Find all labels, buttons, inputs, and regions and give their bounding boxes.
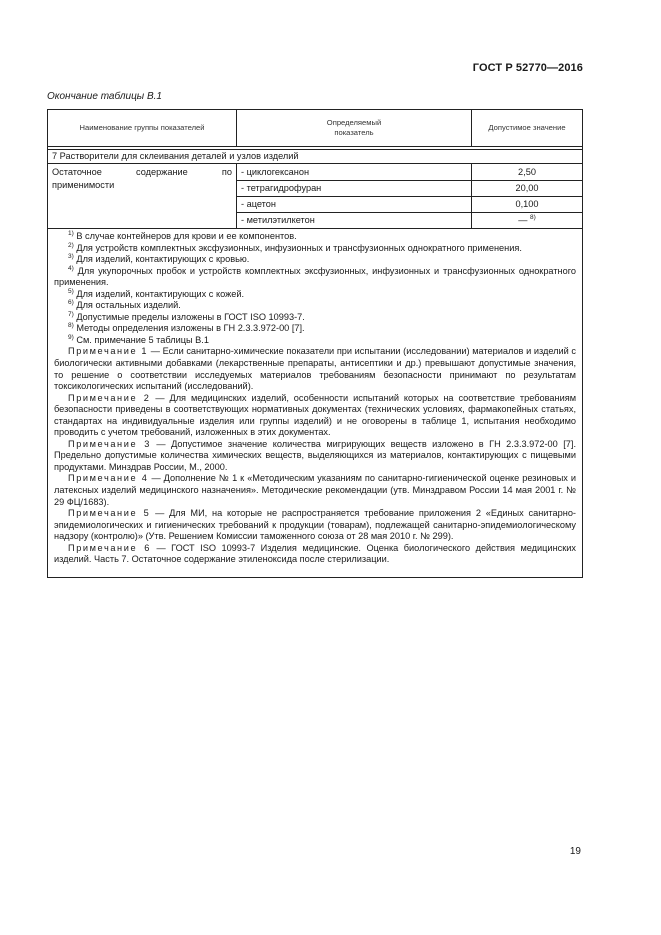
footnote-text: В случае контейнеров для крови и ее компонентов. [76,231,297,241]
footnote [54,266,576,289]
note-text: — Для МИ, на которые не распространяется требование приложения 2 «Единых санитарно-эпидемиологических и гигиенических требований к продукции (товарам), подлежащей санитарно-эпидемиологическому надзору (контролю)» (Утв. Решением Комиссии таможенного союза от 28 мая 2010 г. № 299). [54,508,576,542]
footnote-mark: 5) [68,287,74,295]
footnote-text: Для укупорочных пробок и устройств комплектных эксфузионных, инфузионных и трансфузионных однократного применения. [54,265,576,288]
note [54,473,576,508]
table-notes [54,231,576,566]
indicator-cell: - ацетон [241,199,276,209]
table-caption: Окончание таблицы В.1 [47,91,162,102]
page-number: 19 [569,846,581,857]
footnote-mark: 3) [68,253,74,261]
indicator-cell: - метилэтилкетон [241,215,315,225]
footnote-text: Для изделий, контактирующих с кожей. [76,288,245,299]
note-label: Примечание 1 [68,346,149,357]
footnote-mark: 1) [68,229,74,237]
footnote-text: Для остальных изделий. [76,300,181,311]
table-rule [236,196,582,197]
indicator-cell: - тетрагидрофуран [241,183,322,193]
footnote-text: Для устройств комплектных эксфузионных, инфузионных и трансфузионных однократного применения. [76,242,522,253]
note-label: Примечание 5 [68,508,151,519]
table-rule [236,212,582,213]
value-cell [471,214,583,227]
footnote-text: Допустимые пределы изложены в ГОСТ ISO 10993-7. [76,311,305,322]
footnote-ref: 8) [529,213,536,221]
note-label: Примечание 4 [68,473,149,484]
footnote-text: Для изделий, контактирующих с кровью. [76,254,250,265]
note-label: Примечание 2 [68,392,151,403]
column-header-value: Допустимое значение [488,123,566,132]
table-rule [48,146,582,147]
footnote [54,335,576,347]
footnote [54,300,576,312]
footnote-mark: 4) [68,264,74,272]
footnote-mark: 6) [68,299,74,307]
note [54,543,576,566]
note [54,508,576,543]
footnote-mark: 9) [68,333,74,341]
note-text: — Если санитарно-химические показатели при испытании (исследовании) материалов и изделий с биологически активными добавками (лекарственные препараты, антисептики и др.) превышают допустимые значения, то решение о соответствии исследуемых материалов требованиям безопасности принимают по результатам токсикологических испытаний (исследований). [54,346,576,392]
footnote [54,312,576,324]
footnote-mark: 2) [68,241,74,249]
value-dash: — [518,215,528,225]
table-rule [236,110,237,146]
table-frame [47,109,583,578]
note [54,346,576,392]
note [54,393,576,439]
column-header-group: Наименование группы показателей [79,123,205,132]
note [54,439,576,474]
document-header: ГОСТ Р 52770—2016 [472,62,583,74]
value-cell: 0,100 [515,199,539,209]
footnote [54,243,576,255]
note-label: Примечание 3 [68,438,151,449]
note-text: — Для медицинских изделий, особенности испытаний которых на соответствие требованиям безопасности приведены в соответствующих нормативных документах (технических условиях, фармакопейных статьях, стандартах на индивидуальные изделия или группы изделий) и не оговорены в таблице 1, испытания необходимо проводить с учетом требований, изложенных в этих документах. [54,392,577,438]
footnote [54,289,576,301]
footnote [54,254,576,266]
footnote-text: См. примечание 5 таблицы В.1 [76,334,209,345]
note-text: — Допустимое значение количества мигрирующих веществ изложено в ГН 2.3.3.972-00 [7]. Предельно допустимые количества химических веществ, выделяющихся из материалов, контактирующих с пищевыми продуктами. Минздрав России, М., 2000. [54,438,576,472]
table-section-title: 7 Растворители для склеивания деталей и узлов изделий [52,151,299,161]
table-rule [48,163,582,164]
table-rule [48,228,582,229]
footnote-mark: 8) [68,322,74,330]
value-cell: 20,00 [515,183,539,193]
footnote-text: Методы определения изложены в ГН 2.3.3.972-00 [7]. [76,323,305,334]
note-text: — Дополнение № 1 к «Методическим указаниям по санитарно-гигиенической оценке резиновых и латексных изделий медицинского назначения». Методические рекомендации (утв. Минздравом России 14 мая 2001 г. № 29 ФЦ/1683). [54,473,577,507]
note-text: — ГОСТ ISO 10993-7 Изделия медицинские. Оценка биологического действия медицинских изделий. Часть 7. Остаточное содержание этиленоксида после стерилизации. [54,542,576,565]
value-cell: 2,50 [518,167,536,177]
table-rule [236,163,237,228]
table-group-name: Остаточное содержание по применимости [52,167,232,190]
indicator-cell: - циклогексанон [241,167,310,177]
column-header-indicator: Определяемый показатель [326,118,382,137]
table-rule [236,180,582,181]
note-label: Примечание 6 [68,542,151,553]
footnote-mark: 7) [68,310,74,318]
footnote [54,323,576,335]
footnote [54,231,576,243]
